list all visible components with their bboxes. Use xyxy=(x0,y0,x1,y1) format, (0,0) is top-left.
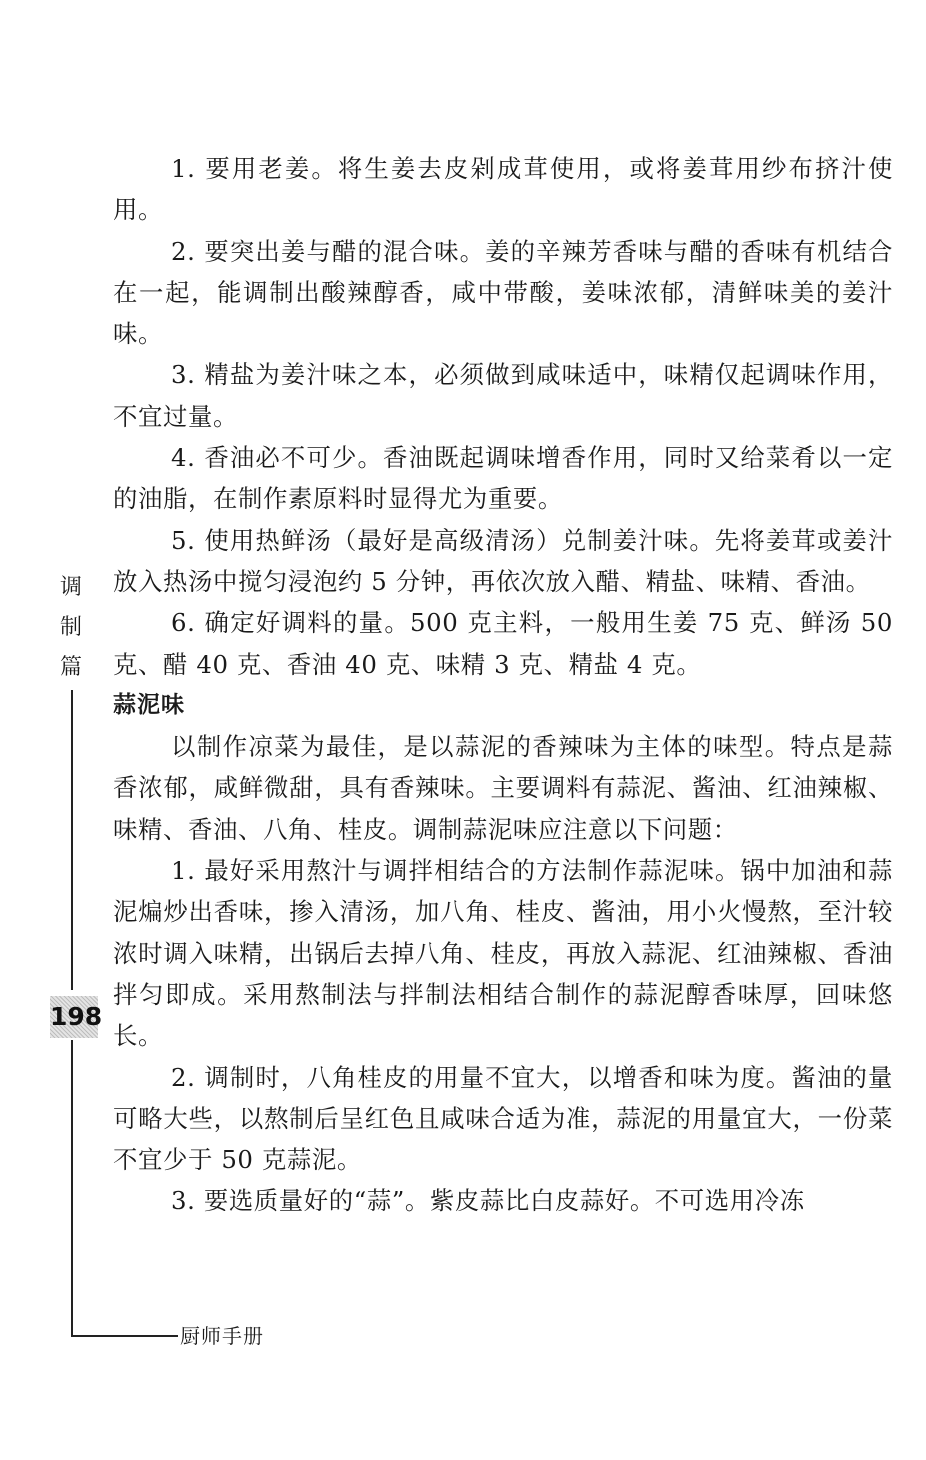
paragraph-garlic-intro: 以制作凉菜为最佳，是以蒜泥的香辣味为主体的味型。特点是蒜香浓郁，咸鲜微甜，具有香辣味。主要调料有蒜泥、酱油、红油辣椒、味精、香油、八角、桂皮。调制蒜泥味应注意以下问题： xyxy=(113,732,893,844)
paragraph-garlic-tip-2: 2. 调制时，八角桂皮的用量不宜大，以增香和味为度。酱油的量可略大些，以熬制后呈红色且咸味合适为准，蒜泥的用量宜大，一份菜不宜少于 50 克蒜泥。 xyxy=(113,1062,893,1175)
page-body-text xyxy=(113,148,893,1222)
paragraph-ginger-tip-3: 3. 精盐为姜汁味之本，必须做到咸味适中，味精仅起调味作用，不宜过量。 xyxy=(113,360,893,431)
side-rule-upper xyxy=(71,690,73,990)
chapter-side-label xyxy=(58,568,84,688)
chapter-char-1: 调 xyxy=(59,575,82,600)
paragraph-garlic-tip-3: 3. 要选质量好的“蒜”。紫皮蒜比白皮蒜好。不可选用冷冻 xyxy=(171,1186,805,1216)
page-number-badge: 198 xyxy=(50,996,98,1038)
paragraph-garlic-tip-1: 1. 最好采用熬汁与调拌相结合的方法制作蒜泥味。锅中加油和蒜泥煸炒出香味，掺入清汤，加八角、桂皮、酱油，用小火慢熬，至汁较浓时调入味精，出锅后去掉八角、桂皮，再放入蒜泥、红油辣椒、香油拌匀即成。采用熬制法与拌制法相结合制作的蒜泥醇香味厚，回味悠长。 xyxy=(113,856,893,1051)
paragraph-ginger-tip-5: 5. 使用热鲜汤（最好是高级清汤）兑制姜汁味。先将姜茸或姜汁放入热汤中搅匀浸泡约 5 分钟，再依次放入醋、精盐、味精、香油。 xyxy=(113,525,893,596)
chapter-char-3: 篇 xyxy=(59,655,82,680)
paragraph-ginger-tip-1: 1. 要用老姜。将生姜去皮剁成茸使用，或将姜茸用纱布挤汁使用。 xyxy=(113,154,893,225)
chapter-char-2: 制 xyxy=(59,615,82,640)
paragraph-ginger-tip-4: 4. 香油必不可少。香油既起调味增香作用，同时又给菜肴以一定的油脂，在制作素原料时显得尤为重要。 xyxy=(113,443,893,514)
footer-book-title: 厨师手册 xyxy=(180,1324,264,1348)
paragraph-ginger-tip-6: 6. 确定好调料的量。500 克主料，一般用生姜 75 克、鲜汤 50 克、醋 40 克、香油 40 克、味精 3 克、精盐 4 克。 xyxy=(113,608,893,679)
paragraph-ginger-tip-2: 2. 要突出姜与醋的混合味。姜的辛辣芳香味与醋的香味有机结合在一起，能调制出酸辣醇香，咸中带酸，姜味浓郁，清鲜味美的姜汁味。 xyxy=(113,236,893,349)
footer-rule xyxy=(71,1335,178,1337)
side-rule-lower xyxy=(71,1040,73,1336)
section-heading-garlic: 蒜泥味 xyxy=(113,691,185,718)
